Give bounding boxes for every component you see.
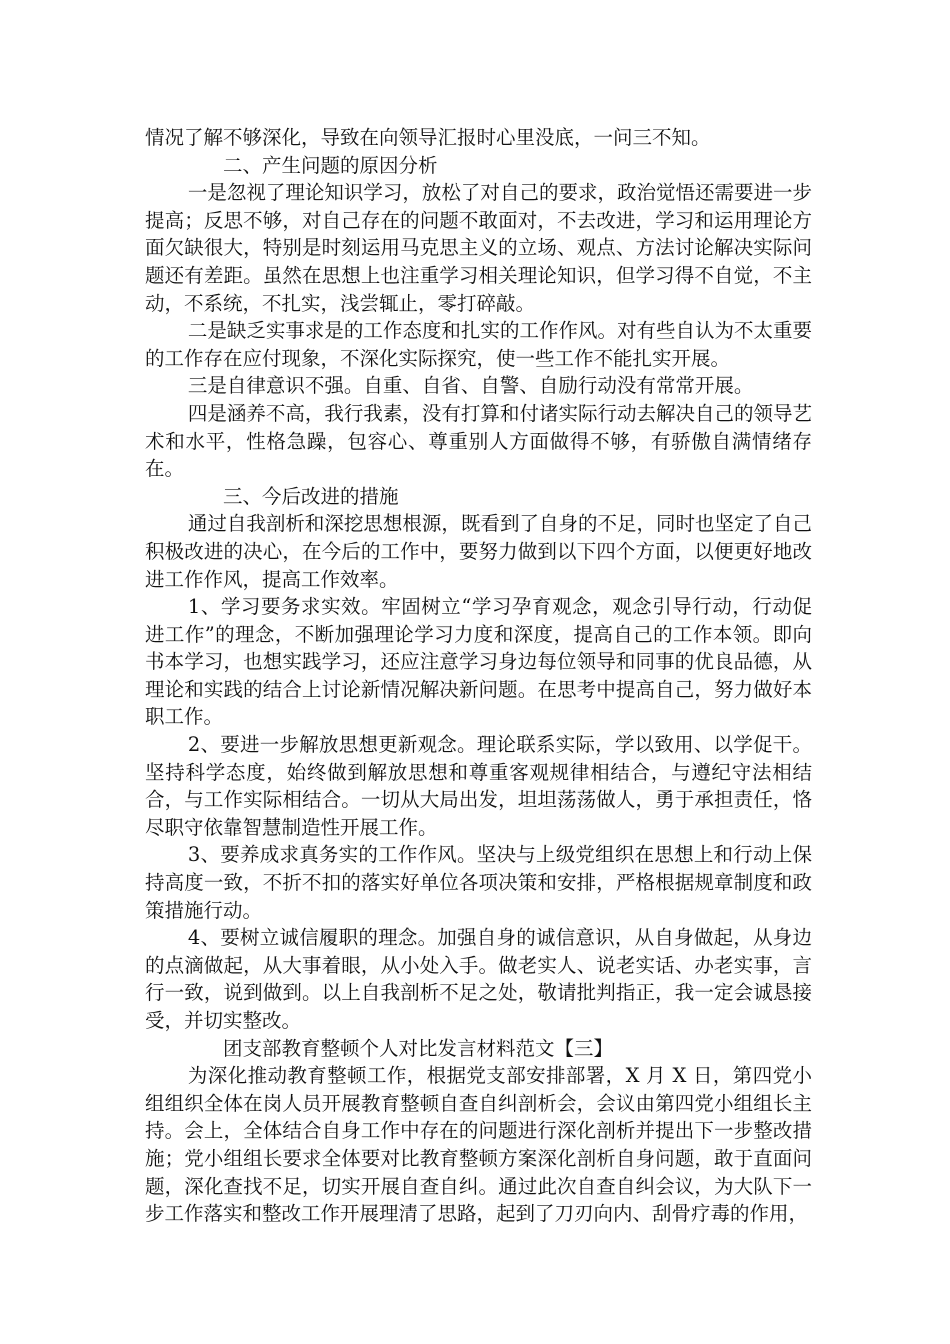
paragraph-cause-four: 四是涵养不高，我行我素，没有打算和付诸实际行动去解决自己的领导艺术和水平，性格急躁，包容心、尊重别人方面做得不够，有骄傲自满情绪存在。 (145, 401, 812, 481)
paragraph-measure-four: 4、要树立诚信履职的理念。加强自身的诚信意识，从自身做起，从身边的点滴做起，从大事着眼，从小处入手。做老实人、说老实话、办老实事，言行一致，说到做到。以上自我剖析不足之处，敬请批判指正，我一定会诚恳接受，并切实整改。 (145, 926, 812, 1032)
section-heading-causes: 二、产生问题的原因分析 (223, 153, 438, 177)
paragraph-measure-two: 2、要进一步解放思想更新观念。理论联系实际，学以致用、以学促干。坚持科学态度，始终做到解放思想和尊重客观规律相结合，与遵纪守法相结合，与工作实际相结合。一切从大局出发，坦坦荡荡做人，勇于承担责任，恪尽职守依靠智慧制造性开展工作。 (145, 733, 812, 839)
paragraph-measure-three: 3、要养成求真务实的工作作风。坚决与上级党组织在思想上和行动上保持高度一致，不折不扣的落实好单位各项决策和安排，严格根据规章制度和政策措施行动。 (145, 843, 812, 922)
paragraph-article-three-body: 为深化推动教育整顿工作，根据党支部安排部署，X 月 X 日，第四党小组组织全体在岗人员开展教育整顿自查自纠剖析会，会议由第四党小组组长主持。会上，全体结合自身工作中存在的问题进行深化剖析并提出下一步整改措施；党小组组长要求全体要对比教育整顿方案深化剖析自身问题，敢于直面问题，深化查找不足，切实开展自查自纠。通过此次自查自纠会议，为大队下一步工作落实和整改工作开展理清了思路，起到了刀刃向内、刮骨疗毒的作用， (145, 1064, 812, 1226)
paragraph-cause-two: 二是缺乏实事求是的工作态度和扎实的工作作风。对有些自认为不太重要的工作存在应付现象，不深化实际探究，使一些工作不能扎实开展。 (145, 319, 812, 370)
paragraph-cause-three: 三是自律意识不强。自重、自省、自警、自励行动没有常常开展。 (187, 374, 754, 398)
article-title-three: 团支部教育整顿个人对比发言材料范文【三】 (223, 1036, 614, 1060)
paragraph-measures-intro: 通过自我剖析和深挖思想根源，既看到了自身的不足，同时也坚定了自己积极改进的决心，在今后的工作中，要努力做到以下四个方面，以便更好地改进工作作风，提高工作效率。 (145, 512, 812, 591)
document-body (145, 124, 812, 1228)
paragraph-measure-one: 1、学习要务求实效。牢固树立“学习孕育观念，观念引导行动，行动促进工作”的理念，不断加强理论学习力度和深度，提高自己的工作本领。即向书本学习，也想实践学习，还应注意学习身边每位领导和同事的优良品德，从理论和实践的结合上讨论新情况解决新问题。在思考中提高自己，努力做好本职工作。 (145, 595, 812, 729)
paragraph-cause-one: 一是忽视了理论知识学习，放松了对自己的要求，政治觉悟还需要进一步提高；反思不够，对自己存在的问题不敢面对，不去改进，学习和运用理论方面欠缺很大，特别是时刻运用马克思主义的立场、观点、方法讨论解决实际问题还有差距。虽然在思想上也注重学习相关理论知识，但学习得不自觉，不主动，不系统，不扎实，浅尝辄止，零打碎敲。 (145, 181, 812, 315)
section-heading-measures: 三、今后改进的措施 (223, 484, 399, 508)
paragraph-continuation: 情况了解不够深化，导致在向领导汇报时心里没底，一问三不知。 (145, 126, 711, 149)
